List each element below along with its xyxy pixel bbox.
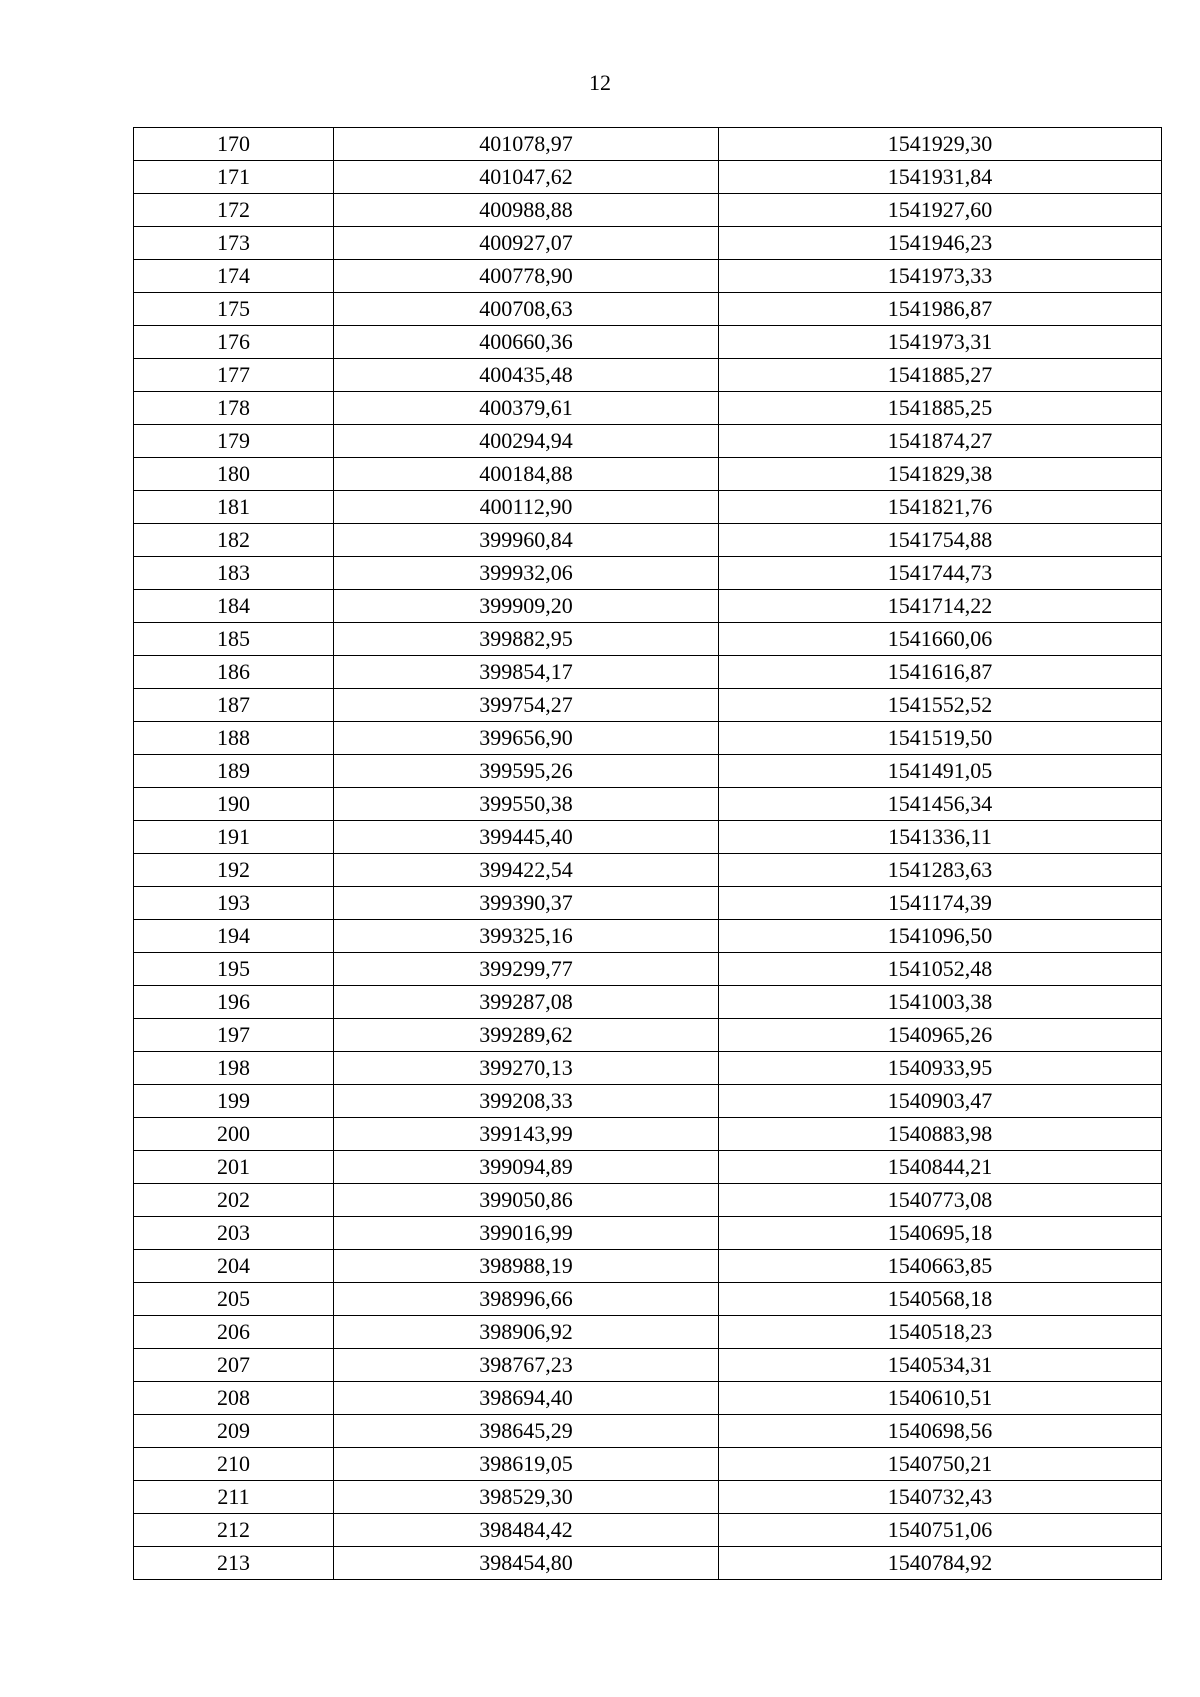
- table-row: [134, 1019, 1162, 1052]
- x-coordinate-cell: 399882,95: [334, 623, 719, 656]
- y-coordinate-cell: 1540568,18: [719, 1283, 1162, 1316]
- table-row: [134, 1415, 1162, 1448]
- table-row: [134, 623, 1162, 656]
- y-coordinate-cell: 1541096,50: [719, 920, 1162, 953]
- point-number-cell: 199: [134, 1085, 334, 1118]
- y-coordinate-cell: 1540750,21: [719, 1448, 1162, 1481]
- x-coordinate-cell: 399932,06: [334, 557, 719, 590]
- y-coordinate-cell: 1541885,25: [719, 392, 1162, 425]
- table-row: [134, 1514, 1162, 1547]
- point-number-cell: 201: [134, 1151, 334, 1184]
- y-coordinate-cell: 1541874,27: [719, 425, 1162, 458]
- point-number-cell: 213: [134, 1547, 334, 1580]
- y-coordinate-cell: 1541744,73: [719, 557, 1162, 590]
- point-number-cell: 171: [134, 161, 334, 194]
- table-row: [134, 1283, 1162, 1316]
- x-coordinate-cell: 398529,30: [334, 1481, 719, 1514]
- y-coordinate-cell: 1541336,11: [719, 821, 1162, 854]
- point-number-cell: 179: [134, 425, 334, 458]
- y-coordinate-cell: 1541491,05: [719, 755, 1162, 788]
- y-coordinate-cell: 1541552,52: [719, 689, 1162, 722]
- y-coordinate-cell: 1540518,23: [719, 1316, 1162, 1349]
- y-coordinate-cell: 1540695,18: [719, 1217, 1162, 1250]
- point-number-cell: 212: [134, 1514, 334, 1547]
- y-coordinate-cell: 1540751,06: [719, 1514, 1162, 1547]
- table-row: [134, 1349, 1162, 1382]
- point-number-cell: 187: [134, 689, 334, 722]
- x-coordinate-cell: 399422,54: [334, 854, 719, 887]
- point-number-cell: 200: [134, 1118, 334, 1151]
- point-number-cell: 183: [134, 557, 334, 590]
- point-number-cell: 202: [134, 1184, 334, 1217]
- point-number-cell: 177: [134, 359, 334, 392]
- point-number-cell: 191: [134, 821, 334, 854]
- x-coordinate-cell: 400708,63: [334, 293, 719, 326]
- table-row: [134, 887, 1162, 920]
- x-coordinate-cell: 400778,90: [334, 260, 719, 293]
- x-coordinate-cell: 399656,90: [334, 722, 719, 755]
- x-coordinate-cell: 399960,84: [334, 524, 719, 557]
- table-row: [134, 854, 1162, 887]
- x-coordinate-cell: 398767,23: [334, 1349, 719, 1382]
- table-row: [134, 1217, 1162, 1250]
- coordinates-table: [133, 127, 1162, 1580]
- x-coordinate-cell: 400435,48: [334, 359, 719, 392]
- point-number-cell: 188: [134, 722, 334, 755]
- table-row: [134, 920, 1162, 953]
- point-number-cell: 193: [134, 887, 334, 920]
- x-coordinate-cell: 398619,05: [334, 1448, 719, 1481]
- x-coordinate-cell: 400927,07: [334, 227, 719, 260]
- y-coordinate-cell: 1541927,60: [719, 194, 1162, 227]
- x-coordinate-cell: 400660,36: [334, 326, 719, 359]
- y-coordinate-cell: 1540883,98: [719, 1118, 1162, 1151]
- y-coordinate-cell: 1541174,39: [719, 887, 1162, 920]
- y-coordinate-cell: 1541986,87: [719, 293, 1162, 326]
- y-coordinate-cell: 1540698,56: [719, 1415, 1162, 1448]
- table-row: [134, 491, 1162, 524]
- table-row: [134, 1085, 1162, 1118]
- table-row: [134, 260, 1162, 293]
- x-coordinate-cell: 400184,88: [334, 458, 719, 491]
- table-row: [134, 1382, 1162, 1415]
- y-coordinate-cell: 1541973,31: [719, 326, 1162, 359]
- x-coordinate-cell: 398906,92: [334, 1316, 719, 1349]
- x-coordinate-cell: 399299,77: [334, 953, 719, 986]
- x-coordinate-cell: 399050,86: [334, 1184, 719, 1217]
- table-row: [134, 458, 1162, 491]
- table-row: [134, 656, 1162, 689]
- x-coordinate-cell: 400988,88: [334, 194, 719, 227]
- x-coordinate-cell: 401078,97: [334, 128, 719, 161]
- x-coordinate-cell: 399909,20: [334, 590, 719, 623]
- point-number-cell: 184: [134, 590, 334, 623]
- x-coordinate-cell: 399390,37: [334, 887, 719, 920]
- table-row: [134, 689, 1162, 722]
- point-number-cell: 181: [134, 491, 334, 524]
- point-number-cell: 186: [134, 656, 334, 689]
- x-coordinate-cell: 398454,80: [334, 1547, 719, 1580]
- y-coordinate-cell: 1540844,21: [719, 1151, 1162, 1184]
- table-row: [134, 1184, 1162, 1217]
- y-coordinate-cell: 1541946,23: [719, 227, 1162, 260]
- table-row: [134, 1250, 1162, 1283]
- y-coordinate-cell: 1540534,31: [719, 1349, 1162, 1382]
- table-row: [134, 557, 1162, 590]
- table-row: [134, 1481, 1162, 1514]
- y-coordinate-cell: 1540663,85: [719, 1250, 1162, 1283]
- point-number-cell: 205: [134, 1283, 334, 1316]
- y-coordinate-cell: 1541283,63: [719, 854, 1162, 887]
- x-coordinate-cell: 400112,90: [334, 491, 719, 524]
- point-number-cell: 196: [134, 986, 334, 1019]
- point-number-cell: 209: [134, 1415, 334, 1448]
- table-row: [134, 1547, 1162, 1580]
- x-coordinate-cell: 399208,33: [334, 1085, 719, 1118]
- y-coordinate-cell: 1540933,95: [719, 1052, 1162, 1085]
- point-number-cell: 172: [134, 194, 334, 227]
- y-coordinate-cell: 1541929,30: [719, 128, 1162, 161]
- y-coordinate-cell: 1540965,26: [719, 1019, 1162, 1052]
- table-row: [134, 1448, 1162, 1481]
- point-number-cell: 194: [134, 920, 334, 953]
- point-number-cell: 170: [134, 128, 334, 161]
- table-row: [134, 821, 1162, 854]
- y-coordinate-cell: 1541931,84: [719, 161, 1162, 194]
- x-coordinate-cell: 400379,61: [334, 392, 719, 425]
- point-number-cell: 208: [134, 1382, 334, 1415]
- y-coordinate-cell: 1540773,08: [719, 1184, 1162, 1217]
- x-coordinate-cell: 399287,08: [334, 986, 719, 1019]
- point-number-cell: 178: [134, 392, 334, 425]
- x-coordinate-cell: 399595,26: [334, 755, 719, 788]
- table-row: [134, 1151, 1162, 1184]
- point-number-cell: 185: [134, 623, 334, 656]
- x-coordinate-cell: 399550,38: [334, 788, 719, 821]
- table-row: [134, 1118, 1162, 1151]
- point-number-cell: 206: [134, 1316, 334, 1349]
- x-coordinate-cell: 399016,99: [334, 1217, 719, 1250]
- x-coordinate-cell: 399445,40: [334, 821, 719, 854]
- point-number-cell: 189: [134, 755, 334, 788]
- y-coordinate-cell: 1541821,76: [719, 491, 1162, 524]
- table-row: [134, 788, 1162, 821]
- x-coordinate-cell: 399325,16: [334, 920, 719, 953]
- table-row: [134, 359, 1162, 392]
- x-coordinate-cell: 398645,29: [334, 1415, 719, 1448]
- x-coordinate-cell: 399854,17: [334, 656, 719, 689]
- y-coordinate-cell: 1541829,38: [719, 458, 1162, 491]
- point-number-cell: 175: [134, 293, 334, 326]
- y-coordinate-cell: 1541714,22: [719, 590, 1162, 623]
- y-coordinate-cell: 1540732,43: [719, 1481, 1162, 1514]
- point-number-cell: 182: [134, 524, 334, 557]
- table-row: [134, 1052, 1162, 1085]
- table-row: [134, 1316, 1162, 1349]
- table-row: [134, 425, 1162, 458]
- x-coordinate-cell: 401047,62: [334, 161, 719, 194]
- point-number-cell: 173: [134, 227, 334, 260]
- point-number-cell: 211: [134, 1481, 334, 1514]
- coordinates-table-body: [134, 128, 1162, 1580]
- table-row: [134, 392, 1162, 425]
- table-row: [134, 161, 1162, 194]
- x-coordinate-cell: 399094,89: [334, 1151, 719, 1184]
- y-coordinate-cell: 1541616,87: [719, 656, 1162, 689]
- x-coordinate-cell: 400294,94: [334, 425, 719, 458]
- y-coordinate-cell: 1541052,48: [719, 953, 1162, 986]
- point-number-cell: 197: [134, 1019, 334, 1052]
- x-coordinate-cell: 399289,62: [334, 1019, 719, 1052]
- y-coordinate-cell: 1541519,50: [719, 722, 1162, 755]
- x-coordinate-cell: 399754,27: [334, 689, 719, 722]
- y-coordinate-cell: 1540610,51: [719, 1382, 1162, 1415]
- y-coordinate-cell: 1541660,06: [719, 623, 1162, 656]
- table-row: [134, 227, 1162, 260]
- point-number-cell: 192: [134, 854, 334, 887]
- x-coordinate-cell: 399143,99: [334, 1118, 719, 1151]
- point-number-cell: 203: [134, 1217, 334, 1250]
- table-row: [134, 755, 1162, 788]
- y-coordinate-cell: 1541754,88: [719, 524, 1162, 557]
- x-coordinate-cell: 399270,13: [334, 1052, 719, 1085]
- y-coordinate-cell: 1541885,27: [719, 359, 1162, 392]
- y-coordinate-cell: 1541003,38: [719, 986, 1162, 1019]
- table-row: [134, 194, 1162, 227]
- x-coordinate-cell: 398988,19: [334, 1250, 719, 1283]
- table-row: [134, 722, 1162, 755]
- point-number-cell: 190: [134, 788, 334, 821]
- point-number-cell: 207: [134, 1349, 334, 1382]
- point-number-cell: 176: [134, 326, 334, 359]
- table-row: [134, 326, 1162, 359]
- point-number-cell: 210: [134, 1448, 334, 1481]
- table-row: [134, 590, 1162, 623]
- table-row: [134, 293, 1162, 326]
- y-coordinate-cell: 1541973,33: [719, 260, 1162, 293]
- point-number-cell: 204: [134, 1250, 334, 1283]
- x-coordinate-cell: 398996,66: [334, 1283, 719, 1316]
- x-coordinate-cell: 398484,42: [334, 1514, 719, 1547]
- table-row: [134, 986, 1162, 1019]
- table-row: [134, 524, 1162, 557]
- y-coordinate-cell: 1540784,92: [719, 1547, 1162, 1580]
- table-row: [134, 953, 1162, 986]
- page-number: 12: [589, 70, 611, 95]
- y-coordinate-cell: 1540903,47: [719, 1085, 1162, 1118]
- point-number-cell: 198: [134, 1052, 334, 1085]
- x-coordinate-cell: 398694,40: [334, 1382, 719, 1415]
- point-number-cell: 180: [134, 458, 334, 491]
- point-number-cell: 195: [134, 953, 334, 986]
- table-row: [134, 128, 1162, 161]
- point-number-cell: 174: [134, 260, 334, 293]
- y-coordinate-cell: 1541456,34: [719, 788, 1162, 821]
